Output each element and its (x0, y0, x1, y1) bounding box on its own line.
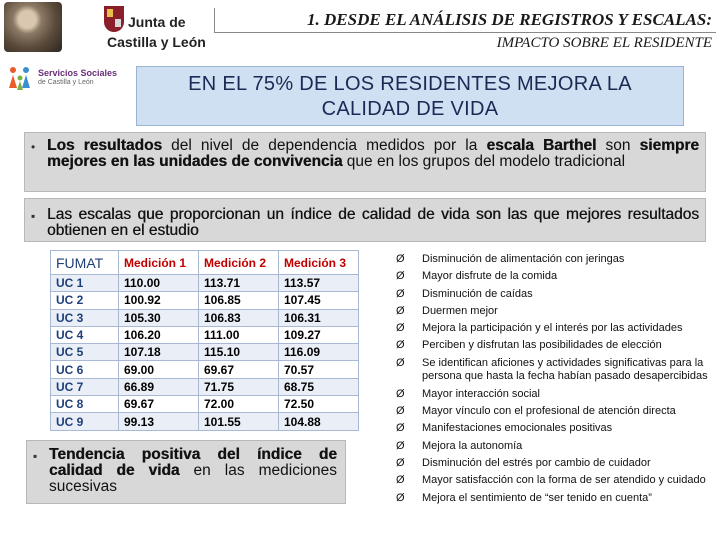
table-cell: 113.57 (279, 275, 359, 292)
list-item-text: Disminución de caídas (422, 287, 533, 300)
trend-text-part-2: en las mediciones sucesivas (49, 462, 337, 495)
table-cell: 107.45 (279, 292, 359, 309)
barthel-bullet-text (47, 138, 699, 170)
barthel-text-part-3: escala Barthel (486, 137, 597, 154)
table-cell: 69.67 (199, 361, 279, 378)
fumat-table (50, 250, 359, 431)
list-item (396, 440, 714, 454)
table-cell: 106.83 (199, 309, 279, 326)
table-cell: 70.57 (279, 361, 359, 378)
trend-text-part-1: Tendencia positiva del índice de calidad de vida (49, 446, 337, 479)
list-item-text: Mejora la participación y el interés por las actividades (422, 322, 683, 335)
page-subtitle: IMPACTO SOBRE EL RESIDENTE (496, 35, 712, 51)
table-cell: 69.00 (119, 361, 199, 378)
table-cell: UC 5 (51, 344, 119, 361)
ss-logo-text-2: de Castilla y León (38, 79, 94, 86)
arrow-bullet-icon: Ø (396, 474, 405, 487)
table-cell: 68.75 (279, 378, 359, 395)
table-header-cell: Medición 3 (279, 251, 359, 275)
table-cell: 106.85 (199, 292, 279, 309)
table-cell: 106.20 (119, 326, 199, 343)
improvements-list (396, 253, 714, 509)
table-cell: UC 3 (51, 309, 119, 326)
list-item (396, 457, 714, 471)
arrow-bullet-icon: Ø (396, 322, 405, 335)
barthel-text-part-5: siempre mejores en las unidades de convivencia (47, 137, 699, 170)
list-item (396, 339, 714, 353)
arrow-bullet-icon: Ø (396, 491, 405, 504)
barthel-text-part-1: Los resultados (47, 137, 163, 154)
table-cell: 107.18 (119, 344, 199, 361)
arrow-bullet-icon: Ø (396, 422, 405, 435)
table-cell: 111.00 (199, 326, 279, 343)
table-cell: UC 2 (51, 292, 119, 309)
coat-of-arms-icon (104, 6, 124, 32)
table-cell: 115.10 (199, 344, 279, 361)
arrow-bullet-icon: Ø (396, 356, 405, 369)
list-item (396, 474, 714, 488)
list-item-text: Duermen mejor (422, 304, 498, 317)
table-row (51, 361, 359, 378)
list-item-text: Mayor vínculo con el profesional de atención directa (422, 405, 676, 418)
table-header-cell: Medición 2 (199, 251, 279, 275)
table-row (51, 413, 359, 430)
table-cell: 71.75 (199, 378, 279, 395)
jcyl-logo-text-1: Junta de (128, 14, 186, 30)
junta-castilla-leon-logo (104, 6, 206, 58)
table-cell: 104.88 (279, 413, 359, 430)
table-row (51, 378, 359, 395)
table-header-cell: FUMAT (51, 251, 119, 275)
headline-banner (136, 66, 684, 126)
bullet-square-icon: ▪ (33, 449, 38, 463)
arrow-bullet-icon: Ø (396, 339, 405, 352)
arrow-bullet-icon: Ø (396, 456, 405, 469)
table-row (51, 326, 359, 343)
table-cell: 72.50 (279, 396, 359, 413)
table-cell: 113.71 (199, 275, 279, 292)
table-header-row (51, 251, 359, 275)
arrow-bullet-icon: Ø (396, 439, 405, 452)
list-item (396, 253, 714, 267)
arrow-bullet-icon: Ø (396, 405, 405, 418)
table-cell: 110.00 (119, 275, 199, 292)
list-item (396, 322, 714, 336)
list-item-text: Mayor interacción social (422, 387, 540, 400)
list-item (396, 405, 714, 419)
table-cell: UC 8 (51, 396, 119, 413)
headline-line-1: EN EL 75% DE LOS RESIDENTES MEJORA LA (188, 73, 632, 95)
scales-bullet-box (24, 198, 706, 242)
table-cell: UC 6 (51, 361, 119, 378)
title-divider (214, 32, 716, 33)
list-item-text: Manifestaciones emocionales positivas (422, 422, 613, 435)
table-cell: 101.55 (199, 413, 279, 430)
list-item (396, 422, 714, 436)
list-item-text: Mejora la autonomía (422, 439, 523, 452)
table-cell: UC 7 (51, 378, 119, 395)
trend-bullet-text (49, 447, 337, 495)
scales-bullet-text: Las escalas que proporcionan un índice de calidad de vida son las que mejores resultados obtienen en el estudio (47, 206, 699, 239)
table-cell: 100.92 (119, 292, 199, 309)
table-cell: UC 9 (51, 413, 119, 430)
table-cell: UC 1 (51, 275, 119, 292)
trend-bullet-box (26, 440, 346, 504)
table-cell: 66.89 (119, 378, 199, 395)
residents-photo-logo (4, 2, 62, 52)
table-row (51, 344, 359, 361)
table-cell: UC 4 (51, 326, 119, 343)
bullet-dot-icon: • (31, 140, 36, 154)
page-title: 1. DESDE EL ANÁLISIS DE REGISTROS Y ESCALAS: (307, 10, 712, 29)
servicios-sociales-logo (4, 62, 134, 98)
table-cell: 116.09 (279, 344, 359, 361)
table-cell: 106.31 (279, 309, 359, 326)
barthel-text-part-6: que en los grupos del modelo tradicional (342, 153, 626, 170)
list-item-text: Mayor disfrute de la comida (422, 270, 558, 283)
table-header-cell: Medición 1 (119, 251, 199, 275)
barthel-bullet-box (24, 132, 706, 192)
people-figure-icon (6, 64, 34, 92)
list-item-text: Mejora el sentimiento de “ser tenido en cuenta” (422, 491, 652, 504)
list-item (396, 288, 714, 302)
table-cell: 72.00 (199, 396, 279, 413)
title-divider-vertical (214, 8, 215, 32)
table-cell: 99.13 (119, 413, 199, 430)
list-item (396, 357, 714, 384)
list-item (396, 305, 714, 319)
arrow-bullet-icon: Ø (396, 270, 405, 283)
table-row (51, 396, 359, 413)
list-item-text: Se identifican aficiones y actividades significativas para la persona que hasta la fecha habían pasado desapercibidas (422, 356, 708, 383)
list-item (396, 388, 714, 402)
table-cell: 105.30 (119, 309, 199, 326)
list-item-text: Disminución del estrés por cambio de cuidador (422, 456, 651, 469)
bullet-square-icon: ▪ (31, 209, 36, 223)
arrow-bullet-icon: Ø (396, 253, 405, 265)
list-item-text: Mayor satisfacción con la forma de ser atendido y cuidado (422, 474, 706, 487)
arrow-bullet-icon: Ø (396, 287, 405, 300)
list-item (396, 492, 714, 506)
table-row (51, 292, 359, 309)
jcyl-logo-text-2: Castilla y León (107, 34, 206, 50)
list-item (396, 270, 714, 284)
table-row (51, 309, 359, 326)
barthel-text-part-2: del nivel de dependencia medidos por la (162, 137, 487, 154)
barthel-text-part-4: son (596, 137, 640, 154)
table-row (51, 275, 359, 292)
list-item-text: Perciben y disfrutan las posibilidades de elección (422, 339, 662, 352)
ss-logo-text-1: Servicios Sociales (38, 68, 118, 78)
table-cell: 109.27 (279, 326, 359, 343)
table-cell: 69.67 (119, 396, 199, 413)
arrow-bullet-icon: Ø (396, 304, 405, 317)
list-item-text: Disminución de alimentación con jeringas (422, 253, 625, 265)
arrow-bullet-icon: Ø (396, 387, 405, 400)
headline-line-2: CALIDAD DE VIDA (321, 98, 499, 120)
